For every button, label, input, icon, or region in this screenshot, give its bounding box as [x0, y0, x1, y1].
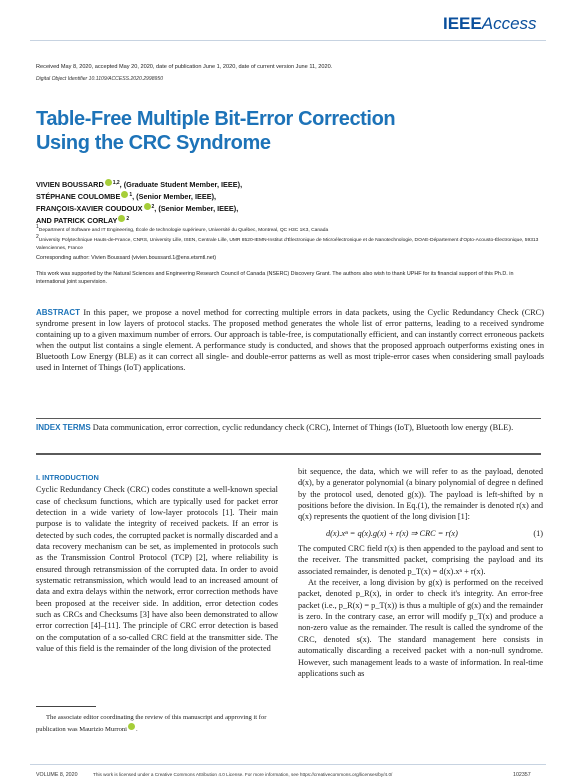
index-terms-divider: [36, 453, 541, 455]
paragraph-1: bit sequence, the data, which we will refer to as the payload, denoted d(x), by a generator polynomial (a binary polynomial of degree n defined by the protocol used, denoted g(x)). The payload is left-shifted by n positions before the division. In Eq.(1), the remainder is denoted r(x) and q(x) represents the quotient of the long division [1]:: [298, 467, 543, 522]
abstract: [36, 307, 544, 374]
title-line-2: Using the CRC Syndrome: [36, 132, 271, 154]
index-terms: [36, 422, 544, 433]
intro-paragraph: Cyclic Redundancy Check (CRC) codes constitute a well-known special case of checksum functions, which are typically used for packet error detection in a wide variety of low-layer protocols [1]. Their main purpose is to validate the integrity of received packets. If an error is detected by such codes, the corrupted packet is normally discarded and a data recovery mechanism can be set, as implemented in protocols such as the Transmission Control Protocol (TCP) [2], where reliability is ensured through retransmission of the corrupted data. In order to avoid systematic retransmission, which would lead to an increased amount of data and extra delays within the network, error correction methods have been proposed at the receiver side. In addition, error detection codes such as CRCs and Checksums [3] have also been demonstrated to allow error correction [4]–[11]. The principle of CRC error detection is based on the computation of a so-called CRC field at the transmitter side. The value of this field is the remainder of the long division of the protected: [36, 485, 278, 654]
index-terms-text: Data communication, error correction, cyclic redundancy check (CRC), Internet of Things (IoT), Bluetooth low energy (BLE).: [92, 423, 514, 432]
author-1: VIVIEN BOUSSARD $^{1,2}$, (Graduate Student Member, IEEE),: [36, 180, 243, 189]
affiliations: [36, 224, 541, 262]
paragraph-3: At the receiver, a long division by g(x) is performed on the received packet, denoted p_R(x), in order to check it's integrity. An error-free packet (i.e., p_R(x) = p_T(x)) is thus a multiple of g(x) and the remainder is zero. In the contrary case, an error will modify p_T(x) and produce a non-zero value as the remainder. The result is called the syndrome of the CRC, denoted s(x). The standard management here consists in automatically discarding a received packet with a non-null syndrome. However, such management leads to a waste of information. In real-time applications such as: [298, 578, 543, 678]
footer-license[interactable]: This work is licensed under a Creative Commons Attribution 4.0 License. For more information, see https://creativecommons.org/licenses/by/4.0/: [93, 772, 393, 777]
right-column: [298, 466, 543, 679]
equation-1: [298, 528, 543, 539]
paragraph-2: The computed CRC field r(x) is then appended to the payload and sent to the receiver. The transmitted packet, comprising the payload and its associated remainder, is denoted p_T(x) = d(x).xⁿ + r(x).: [298, 544, 543, 576]
equation-body: d(x).xⁿ = q(x).g(x) + r(x) ⇒ CRC = r(x): [326, 528, 458, 538]
section-heading: I. INTRODUCTION: [36, 473, 99, 482]
orcid-icon[interactable]: [128, 723, 135, 730]
author-2: STÉPHANE COULOMBE $^1$, (Senior Member, IEEE),: [36, 192, 217, 201]
footer-divider: [30, 764, 546, 765]
title-line-1: Table-Free Multiple Bit-Error Correction: [36, 108, 396, 130]
affiliation-1: 1Department of Software and IT Engineering, École de technologie supérieure, Université du Québec, Montreal, QC H3C 1K3, Canada: [36, 224, 329, 233]
ieee-access-logo: IEEEAccess: [443, 14, 537, 33]
header-divider: [30, 40, 546, 41]
footnote-divider: [36, 706, 96, 707]
paper-title: [36, 107, 516, 155]
abstract-divider: [36, 418, 541, 419]
abstract-label: ABSTRACT: [36, 308, 80, 317]
doi: Digital Object Identifier 10.1109/ACCESS.2020.2998950: [36, 76, 164, 82]
affiliation-2: 2University Polytechnique Hauts-de-France, CNRS, University Lille, ISEN, Centrale Lille, UMR 8520-IEMN-Institut d'Électronique de Microélectronique et de Nanotechnologie, DOAE-Département d'Opto-Acousto-Électronique, 59313 Valenciennes, France: [36, 234, 539, 251]
author-4: AND PATRICK CORLAY $^2$: [36, 216, 130, 225]
funding-statement: This work was supported by the Natural Sciences and Engineering Research Council of Canada (NSERC) Discovery Grant. The authors also wish to thank UPHF for its financial support of this Ph.D. in international joint supervision.: [36, 271, 514, 285]
author-3: FRANÇOIS-XAVIER COUDOUX $^2$, (Senior Member, IEEE),: [36, 204, 239, 213]
abstract-text: In this paper, we propose a novel method for correcting multiple errors in data packets, using the Cyclic Redundancy Check (CRC) syndrome present in low layers of protocol stacks. The proposed method generates the whole list of error patterns, leading to a received syndrome containing up to a given maximum number of errors. Our approach is table-free, is computationally efficient, and can instantly correct erroneous packets when the output list contains a single element. A performance study is conducted, and shows that the proposed approach outperforms existing ones in Bluetooth Low Energy (BLE) as it can correct all single- and double-error patterns as well as most triple-error cases when considering small payloads used in Internet of Things (IoT) applications.: [36, 308, 544, 373]
orcid-icon[interactable]: [121, 191, 128, 198]
orcid-icon[interactable]: [118, 215, 125, 222]
orcid-icon[interactable]: [105, 179, 112, 186]
footer-volume: VOLUME 8, 2020: [36, 772, 78, 778]
equation-number: (1): [533, 528, 543, 538]
orcid-icon[interactable]: [144, 203, 151, 210]
left-column: [36, 472, 278, 655]
page-number: 102357: [513, 772, 531, 778]
corresponding-author: Corresponding author: Vivien Boussard (vivien.boussard.1@ens.etsmtl.net): [36, 254, 217, 261]
index-terms-label: INDEX TERMS: [36, 423, 91, 432]
footnote: The associate editor coordinating the review of this manuscript and approving it for publication was Maurizio Murroni .: [36, 714, 267, 734]
received-dates: Received May 8, 2020, accepted May 20, 2020, date of publication June 1, 2020, date of current version June 11, 2020.: [36, 64, 333, 70]
